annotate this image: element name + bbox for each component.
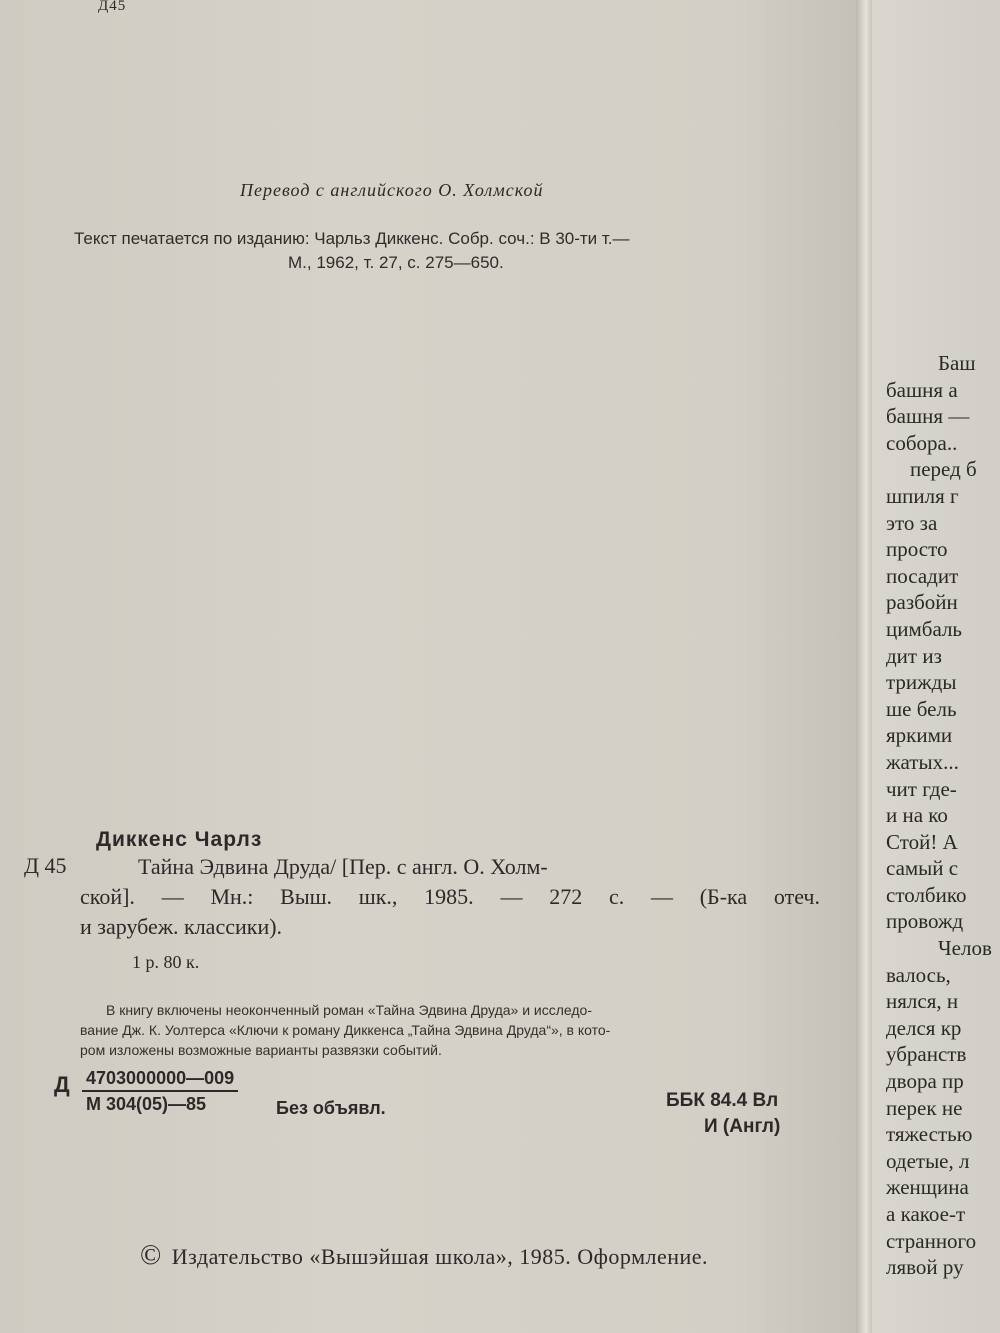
right-page-line: валось, [886,962,951,987]
biblio-line-3: и зарубеж. классики). [80,914,283,939]
right-page-line: дит из [886,643,942,668]
annotation-line-2: вание Дж. К. Уолтерса «Ключи к роману Диккенса „Тайна Эдвина Друда“», в кото- [80,1022,611,1038]
right-page-line: цимбаль [886,616,963,641]
bbk-line-1: ББК 84.4 Вл [666,1090,779,1111]
right-page-line: столбико [886,882,967,907]
translation-credit: Перевод с английского О. Холмской [240,180,544,200]
right-page-line: чит где- [886,776,957,801]
bibliographic-record [80,852,820,942]
no-ad-note: Без объявл. [276,1098,386,1118]
right-page-line: убранств [886,1042,967,1067]
source-line-1: Текст печатается по изданию: Чарльз Диккенс. Собр. соч.: В 30-ти т.— [74,229,630,248]
right-page-line: шпиля г [886,483,959,508]
right-page-line: разбойн [886,590,958,615]
right-page-line: и на ко [886,803,948,828]
source-line-2: М., 1962, т. 27, с. 275—650. [288,253,504,272]
annotation-line-3: ром изложены возможные варианты развязки событий. [80,1042,442,1058]
right-page-line: двора пр [886,1069,964,1094]
source-edition-note [74,227,630,275]
annotation [80,1000,820,1060]
index-numerator: 4703000000—009 [82,1068,238,1092]
right-page-line: лявой ру [886,1255,964,1280]
top-code: Д45 [98,0,127,14]
index-letter: Д [54,1072,70,1097]
right-page-line: просто [886,537,948,562]
right-page-line: самый с [886,856,959,881]
right-page-text [886,350,992,1281]
right-page-line: одетые, л [886,1148,970,1173]
right-page-line: женщина [886,1175,969,1200]
copyright-text: Издательство «Вышэйшая школа», 1985. Оформление. [171,1244,709,1269]
right-page-line: башня — [886,404,970,429]
right-page-line: провожд [886,909,964,934]
copyright-icon: © [140,1240,162,1271]
right-page-line: странного [886,1228,977,1253]
right-page-line: яркими [886,723,953,748]
catalog-code: Д 45 [24,853,67,878]
right-page-line: ше бель [886,696,957,721]
copyright-line [140,1240,708,1272]
right-page [872,0,1000,1333]
annotation-line-1: В книгу включены неоконченный роман «Тайна Эдвина Друда» и исследо- [106,1002,592,1018]
biblio-line-2: ской]. — Мн.: Выш. шк., 1985. — 272 с. — (Б-ка отеч. [80,884,820,909]
right-page-line: а какое-т [886,1202,966,1226]
right-page-line: башня а [886,377,958,402]
catalog-author: Диккенс Чарлз [96,828,263,851]
right-page-line: жатых... [886,749,959,774]
right-page-line: собора.. [886,430,958,455]
bbk-classification [666,1088,780,1140]
right-page-line: Стой! А [886,829,958,854]
right-page-line: делся кр [886,1015,962,1040]
right-page-line: трижды [886,670,957,695]
right-page-line: тяжестью [886,1122,973,1147]
biblio-line-1: Тайна Эдвина Друда/ [Пер. с англ. О. Холм- [138,854,548,879]
right-page-line: перед б [910,457,977,482]
right-page-line: перек не [886,1095,963,1120]
right-page-line: нялся, н [886,989,959,1014]
bbk-line-2: И (Англ) [704,1116,781,1137]
right-page-line: Баш [938,351,976,375]
right-page-line: Челов [938,936,992,961]
price: 1 р. 80 к. [132,952,200,972]
right-page-line: это за [886,510,938,535]
index-fraction [82,1068,238,1115]
index-denominator: М 304(05)—85 [86,1094,207,1114]
right-page-line: посадит [886,563,959,588]
